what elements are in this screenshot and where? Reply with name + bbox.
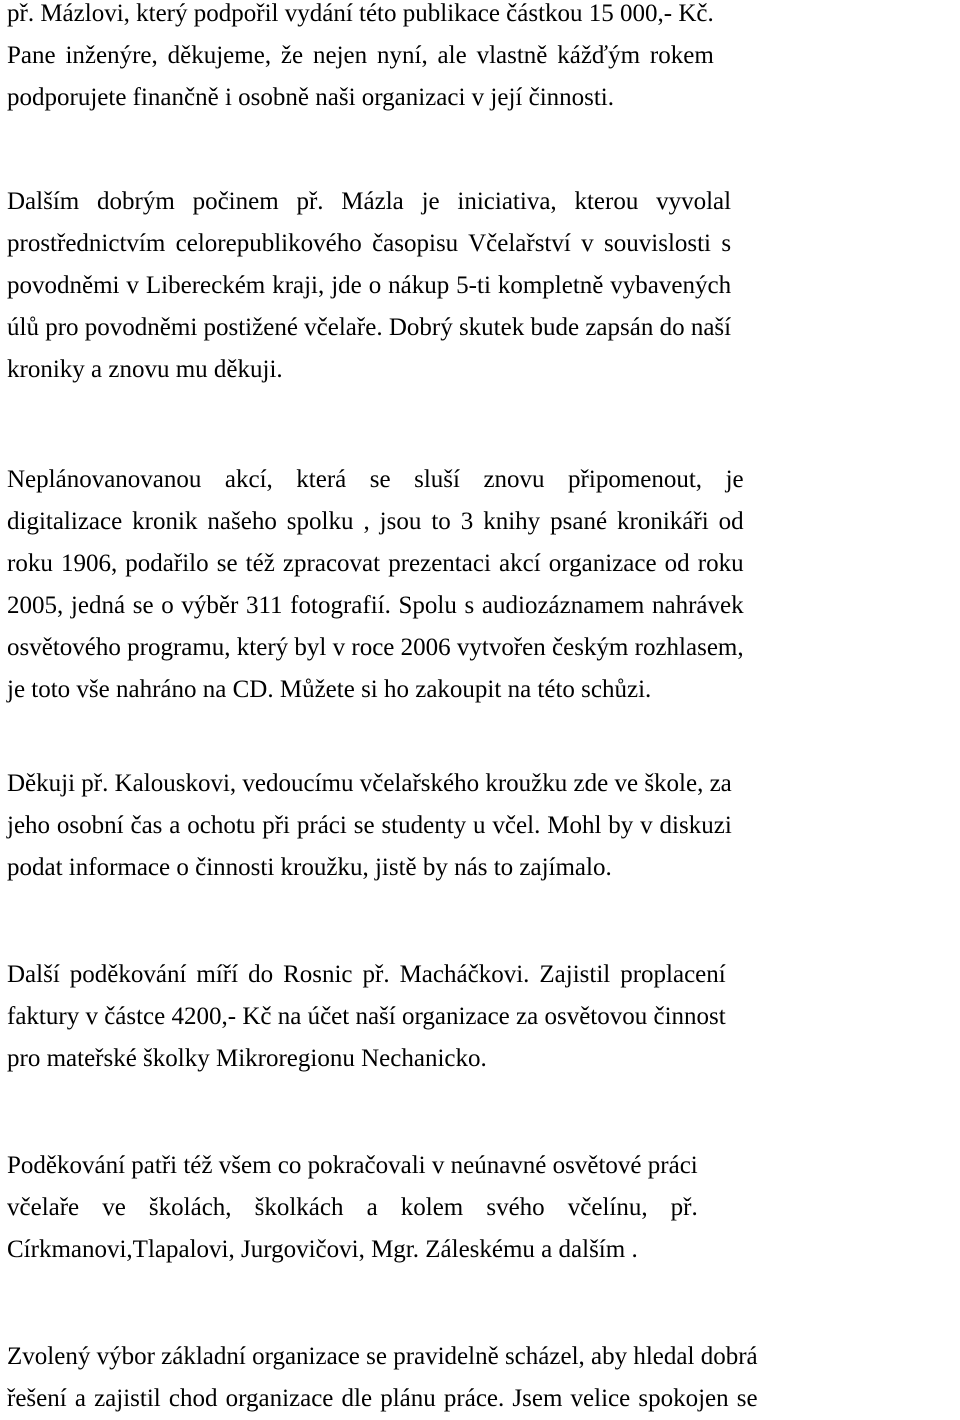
paragraph-chronicle-digitization (7, 459, 744, 711)
paragraph-thanks-mazl-donation (7, 0, 714, 119)
text-line: Další poděkování míří do Rosnic př. Macháčkovi. Zajistil proplacení (7, 961, 726, 988)
paragraph-committee (7, 1336, 758, 1420)
paragraph-hive-initiative (7, 181, 731, 391)
text-line: je toto vše nahráno na CD. Můžete si ho zakoupit na této schůzi. (7, 676, 652, 703)
text-line: prostřednictvím celorepublikového časopisu Včelařství v souvislosti s (7, 230, 732, 257)
text-line: faktury v částce 4200,- Kč na účet naší organizace za osvětovou činnost (7, 1003, 726, 1030)
text-line: kroniky a znovu mu děkuji. (7, 356, 283, 383)
text-line: úlů pro povodněmi postižené včelaře. Dobrý skutek bude zapsán do naší (7, 314, 732, 341)
text-line: Dalším dobrým počinem př. Mázla je iniciativa, kterou vyvolal (7, 188, 732, 215)
text-line: 2005, jedná se o výběr 311 fotografií. Spolu s audiozáznamem nahrávek (7, 592, 744, 619)
text-line: podporujete finančně i osobně naši organizaci v její činnosti. (7, 84, 615, 111)
paragraph-thanks-educators (7, 1145, 698, 1271)
paragraph-thanks-machacek (7, 954, 726, 1080)
text-line: řešení a zajistil chod organizace dle plánu práce. Jsem velice spokojen se (7, 1385, 758, 1412)
text-line: osvětového programu, který byl v roce 2006 vytvořen českým rozhlasem, (7, 634, 744, 661)
text-line: Děkuji př. Kalouskovi, vedoucímu včelařského kroužku zde ve škole, za (7, 770, 732, 797)
text-line: digitalizace kronik našeho spolku , jsou to 3 knihy psané kronikáři od (7, 508, 744, 535)
text-line: roku 1906, podařilo se též zpracovat prezentaci akcí organizace od roku (7, 550, 744, 577)
text-line: Církmanovi,Tlapalovi, Jurgovičovi, Mgr. Záleskému a dalším . (7, 1236, 638, 1263)
text-line: včelaře ve školách, školkách a kolem svého včelínu, př. (7, 1194, 698, 1221)
text-line: Neplánovanovanou akcí, která se sluší znovu připomenout, je (7, 466, 744, 493)
text-line: pro mateřské školky Mikroregionu Nechanicko. (7, 1045, 487, 1072)
text-line: Pane inženýre, děkujeme, že nejen nyní, ale vlastně kážďým rokem (7, 42, 714, 69)
paragraph-thanks-kalousek (7, 763, 732, 889)
text-line: Poděkování patři též všem co pokračovali v neúnavné osvětové práci (7, 1152, 698, 1179)
text-line: Zvolený výbor základní organizace se pravidelně scházel, aby hledal dobrá (7, 1343, 758, 1370)
text-line: podat informace o činnosti kroužku, jistě by nás to zajímalo. (7, 854, 612, 881)
text-line: povodněmi v Libereckém kraji, jde o nákup 5-ti kompletně vybavených (7, 272, 732, 299)
text-line: př. Mázlovi, který podpořil vydání této publikace částkou 15 000,- Kč. (7, 0, 714, 27)
text-line: jeho osobní čas a ochotu při práci se studenty u včel. Mohl by v diskuzi (7, 812, 732, 839)
